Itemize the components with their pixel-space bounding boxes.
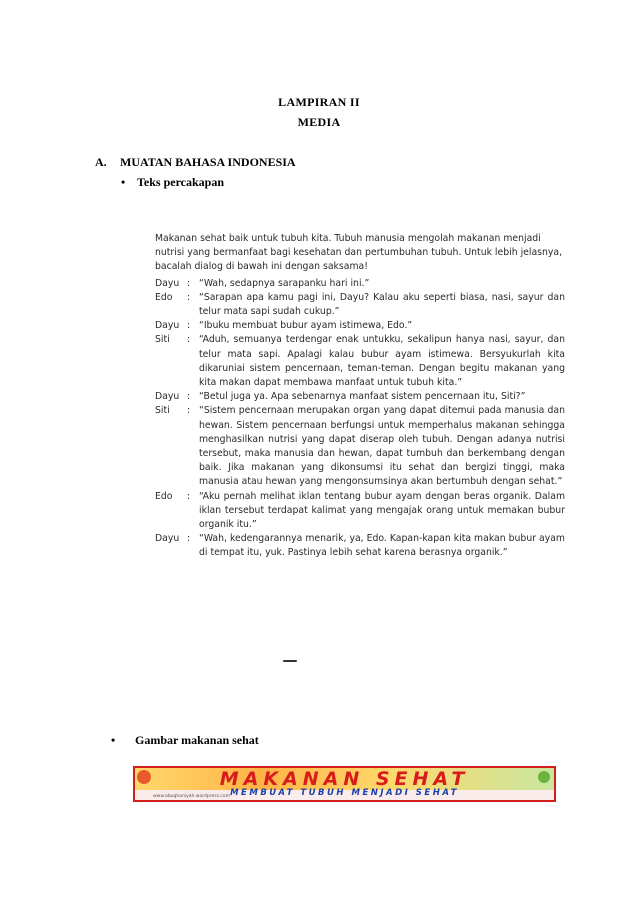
dialog-line <box>155 490 565 533</box>
bullet-dialog-label: Teks percakapan <box>137 175 225 189</box>
banner-website: www.abughaniyah.wordpress.com <box>153 794 230 799</box>
dialog-speaker: Dayu <box>155 320 180 332</box>
healthy-food-banner <box>133 766 556 802</box>
dialog-text: “Sarapan apa kamu pagi ini, Dayu? Kalau aku seperti biasa, nasi, sayur dan telur mata sapi sudah cukup.” <box>199 291 565 318</box>
bullet-marker: • <box>121 175 126 189</box>
dialog-speaker: Siti <box>155 405 170 417</box>
dialog-line <box>155 333 565 390</box>
dialog-speaker: Siti <box>155 334 170 346</box>
dialog-colon: : <box>187 277 191 289</box>
dialog-line <box>155 319 565 333</box>
dialog-lines <box>155 277 565 561</box>
dialog-speaker: Edo <box>155 291 173 303</box>
dialog-colon: : <box>187 490 191 502</box>
dialog-colon: : <box>187 320 191 332</box>
dialog-intro: Makanan sehat baik untuk tubuh kita. Tubuh manusia mengolah makanan menjadi nutrisi yang bermanfaat bagi kesehatan dan pertumbuhan tubuh. Untuk lebih jelasnya, bacalah dialog di bawah ini dengan saksama! <box>155 233 563 273</box>
page-fold-mark <box>283 660 297 662</box>
dialog-text: “Betul juga ya. Apa sebenarnya manfaat sistem pencernaan itu, Siti?” <box>199 391 526 403</box>
page-subtitle: MEDIA <box>297 115 341 129</box>
dialog-line <box>155 532 565 560</box>
dialog-line <box>155 291 565 319</box>
section-title: MUATAN BAHASA INDONESIA <box>120 155 296 169</box>
bullet-marker: • <box>111 733 116 747</box>
banner-subtitle: MEMBUAT TUBUH MENJADI SEHAT <box>230 788 459 798</box>
dialog-text: “Aku pernah melihat iklan tentang bubur ayam dengan beras organik. Dalam iklan tersebut terdapat kalimat yang mengajak orang untuk memakan bubur organik itu.” <box>199 490 565 531</box>
dialog-line <box>155 277 565 291</box>
dialog-text: “Ibuku membuat bubur ayam istimewa, Edo.” <box>199 320 413 332</box>
page-title: LAMPIRAN II <box>278 95 360 109</box>
dialog-colon: : <box>187 291 191 303</box>
dialog-speaker: Dayu <box>155 391 180 403</box>
dialog-text: “Wah, sedapnya sarapanku hari ini.” <box>199 277 370 289</box>
banner-title: MAKANAN SEHAT <box>219 768 470 790</box>
dialog-speaker: Dayu <box>155 277 180 289</box>
bullet-picture-label: Gambar makanan sehat <box>135 733 259 747</box>
dialog-text: “Aduh, semuanya terdengar enak untukku, sekalipun hanya nasi, sayur, dan telur mata sapi. Apalagi kalau bubur ayam istimewa. Bersyukurlah kita dikaruniai sistem pencernaan, teman-teman. Dengan begitu makanan yang kita makan dapat membawa manfaat untuk tubuh kita.” <box>199 334 565 389</box>
dialog-line <box>155 404 565 489</box>
section-label: A. <box>95 155 107 169</box>
dialog-colon: : <box>187 334 191 346</box>
dialog-colon: : <box>187 533 191 545</box>
dialog-colon: : <box>187 405 191 417</box>
dialog-text: “Wah, kedengarannya menarik, ya, Edo. Kapan-kapan kita makan bubur ayam di tempat itu, yuk. Pastinya lebih sehat karena berasnya organik.” <box>199 533 565 559</box>
dialog-speaker: Edo <box>155 490 173 502</box>
dialog-colon: : <box>187 391 191 403</box>
dialog-line <box>155 390 565 404</box>
dialog-text: “Sistem pencernaan merupakan organ yang dapat ditemui pada manusia dan hewan. Sistem pencernaan berfungsi untuk memperhalus makanan sehingga menghasilkan nutrisi yang dapat diserap oleh tubuh. Dengan adanya nutrisi tersebut, maka manusia dan hewan, dapat tumbuh dan berkembang dengan baik. Jika makanan yang dikonsumsi itu sehat dan bergizi tinggi, maka manusia atau hewan yang mengonsumsinya akan bertumbuh dengan sehat.” <box>199 405 565 488</box>
dialog-speaker: Dayu <box>155 533 180 545</box>
dialog-image <box>155 232 565 672</box>
